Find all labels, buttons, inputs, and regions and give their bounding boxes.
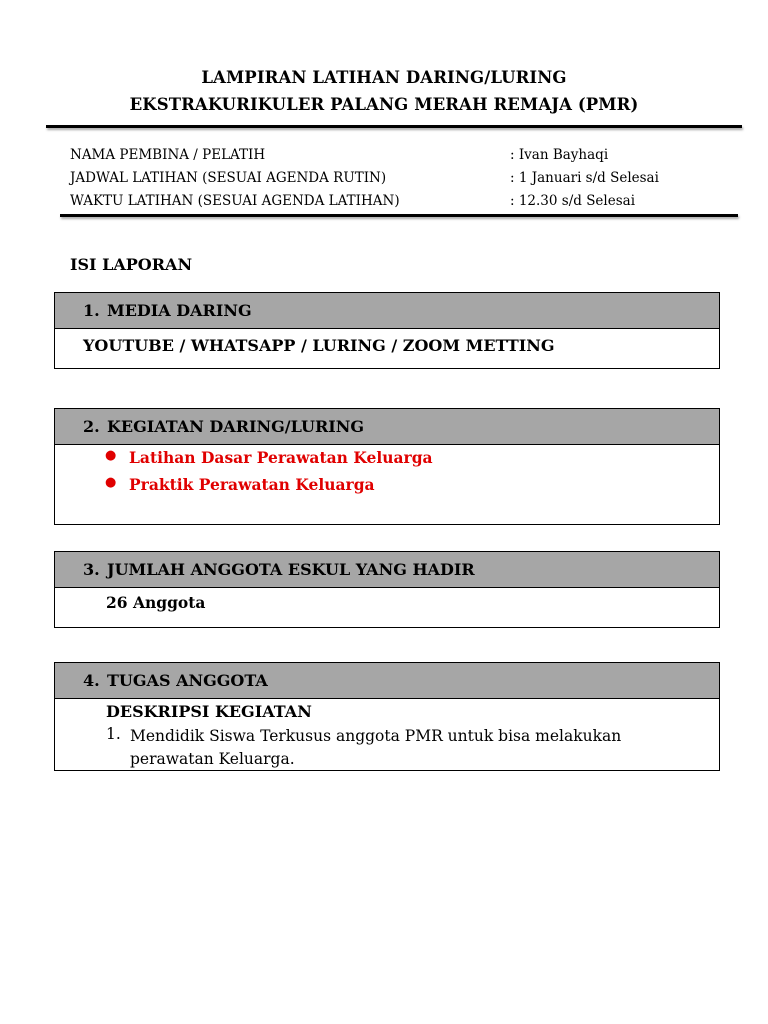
- section-title: MEDIA DARING: [107, 301, 252, 320]
- list-item-text: Mendidik Siswa Terkusus anggota PMR untuk bisa melakukan perawatan Keluarga.: [130, 727, 622, 768]
- section-media-daring: [54, 292, 720, 369]
- section-header: [55, 552, 719, 588]
- section-title: JUMLAH ANGGOTA ESKUL YANG HADIR: [107, 560, 475, 579]
- section-kegiatan: [54, 408, 720, 525]
- bottom-divider: [60, 214, 738, 217]
- list-item-number: 1.: [106, 725, 121, 743]
- info-value: : Ivan Bayhaqi: [510, 147, 609, 163]
- media-content: YOUTUBE / WHATSAPP / LURING / ZOOM METTING: [83, 336, 555, 355]
- document-title-line1: LAMPIRAN LATIHAN DARING/LURING: [201, 68, 567, 87]
- section-tugas-anggota: [54, 662, 720, 771]
- section-title: KEGIATAN DARING/LURING: [107, 417, 365, 436]
- info-value: : 1 Januari s/d Selesai: [510, 170, 659, 186]
- section-header: [55, 663, 719, 699]
- section-header: [55, 293, 719, 329]
- section-number: 2.: [83, 417, 100, 436]
- list-item-text: Praktik Perawatan Keluarga: [129, 475, 375, 494]
- info-label: WAKTU LATIHAN (SESUAI AGENDA LATIHAN): [70, 193, 400, 209]
- description-heading: DESKRIPSI KEGIATAN: [106, 702, 312, 721]
- section-heading-isi-laporan: ISI LAPORAN: [70, 255, 193, 274]
- section-header: [55, 409, 719, 445]
- section-number: 3.: [83, 560, 100, 579]
- top-divider: [46, 125, 742, 128]
- document-title-line2: EKSTRAKURIKULER PALANG MERAH REMAJA (PMR): [129, 95, 639, 114]
- section-number: 4.: [83, 671, 100, 690]
- info-label: NAMA PEMBINA / PELATIH: [70, 147, 266, 163]
- section-number: 1.: [83, 301, 100, 320]
- bullet-icon: ●: [105, 448, 117, 463]
- info-label: JADWAL LATIHAN (SESUAI AGENDA RUTIN): [70, 170, 387, 186]
- section-jumlah-anggota: [54, 551, 720, 628]
- list-item-text: Latihan Dasar Perawatan Keluarga: [129, 448, 433, 467]
- info-value: : 12.30 s/d Selesai: [510, 193, 636, 209]
- member-count: 26 Anggota: [106, 593, 206, 612]
- section-title: TUGAS ANGGOTA: [107, 671, 268, 690]
- bullet-icon: ●: [105, 475, 117, 490]
